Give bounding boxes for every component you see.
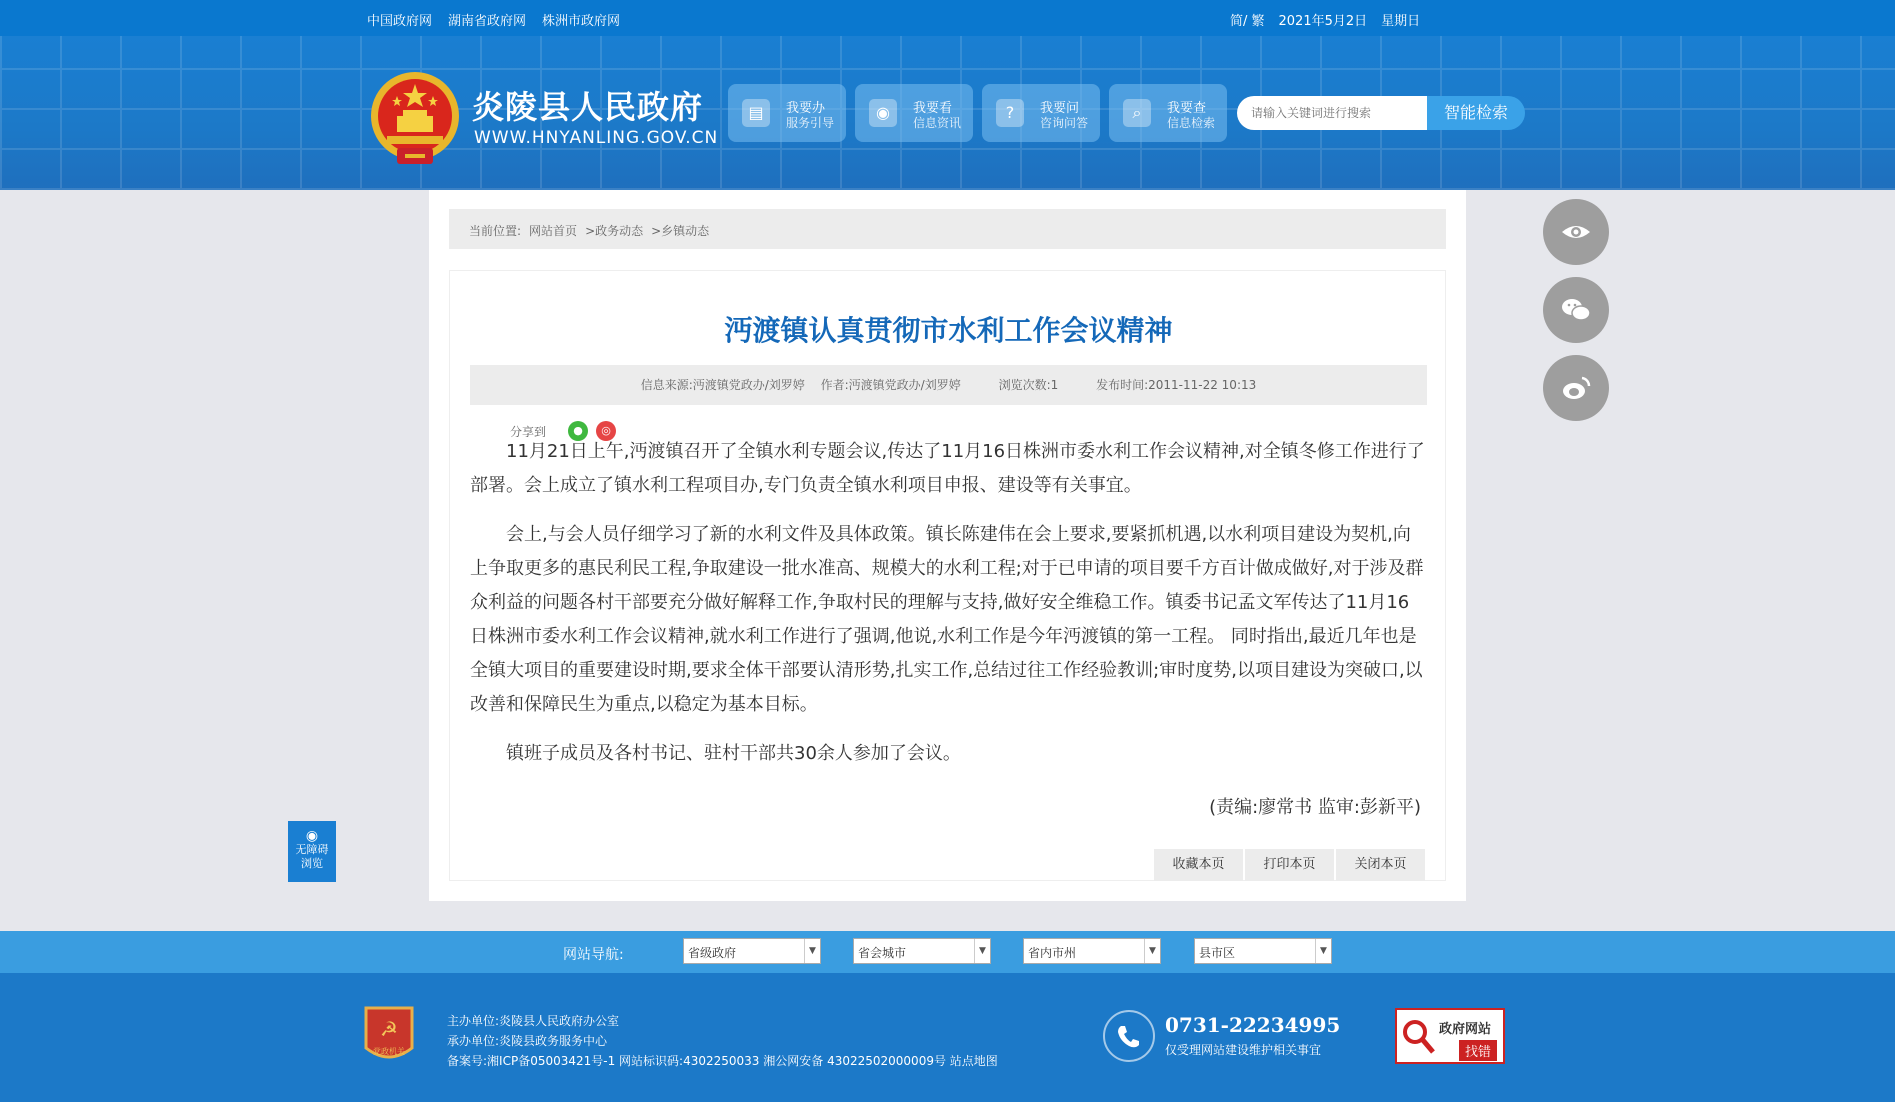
party-label: 党政机关 xyxy=(373,1047,405,1056)
link-zhuzhou-gov[interactable]: 株洲市政府网 xyxy=(542,14,621,29)
chevron-down-icon: ▼ xyxy=(1315,939,1331,963)
button-line2: 服务引导 xyxy=(786,116,835,130)
province-gov-select[interactable] xyxy=(683,938,821,964)
paragraph: 会上,与会人员仔细学习了新的水利文件及具体政策。镇长陈建伟在会上要求,要紧抓机遇,以水利项目建设为契机,向上争取更多的惠民利民工程,争取建设一批水准高、规模大的水利工程;对于已申请的项目要千方百计做成做好,对于涉及群众利益的问题各村干部要充分做好解释工作,争取村民的理解与支持,做好安全维稳工作。镇委书记孟文军传达了11月16日株洲市委水利工作会议精神,就水利工作进行了强调,他说,水利工作是今年沔渡镇的第一工程。 同时指出,最近几年也是全镇大项目的重要建设时期,要求全体干部要认清形势,扎实工作,总结过往工作经验教训;审时度势,以项目建设为突破口,以改善和保障民生为重点,以稳定为基本目标。 xyxy=(470,524,1424,715)
button-line1: 我要看 xyxy=(913,101,953,116)
meta-published: 发布时间:2011-11-22 10:13 xyxy=(1096,378,1257,392)
site-footer xyxy=(0,973,1895,1102)
a11y-line2: 浏览 xyxy=(301,857,323,870)
select-value: 省级政府 xyxy=(688,946,737,960)
magnifier-icon xyxy=(1401,1018,1437,1058)
top-right xyxy=(1230,10,1420,29)
link-hunan-gov[interactable]: 湖南省政府网 xyxy=(448,14,527,29)
consult-qa-button[interactable] xyxy=(982,84,1100,142)
main-content xyxy=(429,190,1466,901)
eye-icon xyxy=(1560,216,1592,248)
breadcrumb-label: 当前位置: xyxy=(469,224,522,238)
gov-site-error-report-button[interactable] xyxy=(1395,1008,1505,1064)
wechat-share-icon[interactable]: ● xyxy=(568,421,588,441)
footer-organizer: 承办单位:炎陵县政务服务中心 xyxy=(447,1034,608,1048)
search-box xyxy=(1237,96,1525,130)
chevron-down-icon: ▼ xyxy=(1144,939,1160,963)
chevron-down-icon: ▼ xyxy=(804,939,820,963)
nav-label: 网站导航: xyxy=(563,947,624,963)
button-line1: 我要问 xyxy=(1040,101,1080,116)
button-line2: 信息检索 xyxy=(1167,116,1216,130)
phone-icon xyxy=(1103,1010,1155,1062)
select-value: 省会城市 xyxy=(858,946,907,960)
bookmark-page-button[interactable]: 收藏本页 xyxy=(1154,849,1243,881)
float-wechat-button[interactable] xyxy=(1543,277,1609,343)
error-line2: 找错 xyxy=(1459,1040,1497,1061)
footer-host: 主办单位:炎陵县人民政府办公室 xyxy=(447,1014,620,1028)
site-url: WWW.HNYANLING.GOV.CN xyxy=(474,128,719,148)
info-search-button[interactable] xyxy=(1109,84,1227,142)
button-line2: 信息资讯 xyxy=(913,116,962,130)
party-gov-logo xyxy=(362,1004,416,1066)
page-actions xyxy=(1154,849,1425,881)
button-line1: 我要查 xyxy=(1167,101,1207,116)
province-city-select[interactable] xyxy=(1023,938,1161,964)
weibo-share-icon[interactable]: ◎ xyxy=(596,421,616,441)
breadcrumb xyxy=(449,209,1446,249)
article-body xyxy=(470,435,1427,786)
editor-credit: (责编:廖常书 监审:彭新平) xyxy=(1209,797,1421,818)
share-label: 分享到 xyxy=(510,424,547,439)
breadcrumb-gov-news[interactable]: >政务动态 xyxy=(585,224,644,238)
eye-icon: ◉ xyxy=(869,99,897,127)
breadcrumb-home[interactable]: 网站首页 xyxy=(529,224,578,238)
a11y-line1: 无障碍 xyxy=(295,843,329,856)
chevron-down-icon: ▼ xyxy=(974,939,990,963)
national-emblem-logo xyxy=(367,70,463,170)
eye-icon: ◉ xyxy=(305,828,319,844)
button-line2: 咨询问答 xyxy=(1040,116,1089,130)
meta-views: 浏览次数:1 xyxy=(998,378,1059,392)
lang-switch[interactable]: 简/ 繁 xyxy=(1230,14,1265,29)
select-value: 县市区 xyxy=(1199,946,1236,960)
paragraph: 11月21日上午,沔渡镇召开了全镇水利专题会议,传达了11月16日株洲市委水利工作会议精神,对全镇冬修工作进行了部署。会上成立了镇水利工程项目办,专门负责全镇水利项目申报、建设等有关事宜。 xyxy=(470,441,1425,496)
smart-search-button[interactable]: 智能检索 xyxy=(1427,96,1525,130)
article xyxy=(449,270,1446,881)
article-title: 沔渡镇认真贯彻市水利工作会议精神 xyxy=(724,314,1173,347)
print-page-button[interactable]: 打印本页 xyxy=(1245,849,1334,881)
float-eye-button[interactable] xyxy=(1543,199,1609,265)
capital-city-select[interactable] xyxy=(853,938,991,964)
date-text: 2021年5月2日 xyxy=(1278,14,1368,29)
svg-text:☭: ☭ xyxy=(380,1017,398,1041)
footer-record: 备案号:湘ICP备05003421号-1 网站标识码:4302250033 湘公网安备 43022502000009号 站点地图 xyxy=(447,1054,998,1068)
wechat-icon xyxy=(1560,294,1592,326)
link-gov-cn[interactable]: 中国政府网 xyxy=(367,14,433,29)
footer-info xyxy=(447,1011,998,1071)
top-bar xyxy=(0,0,1895,36)
search-input[interactable] xyxy=(1237,96,1427,130)
close-page-button[interactable]: 关闭本页 xyxy=(1336,849,1425,881)
footer-phone-desc: 仅受理网站建设维护相关事宜 xyxy=(1165,1043,1322,1057)
document-icon: ▤ xyxy=(742,99,770,127)
party-gov-badge[interactable] xyxy=(362,1004,416,1066)
county-district-select[interactable] xyxy=(1194,938,1332,964)
select-value: 省内市州 xyxy=(1028,946,1077,960)
site-title[interactable]: 炎陵县人民政府 xyxy=(472,88,704,126)
question-icon: ? xyxy=(996,99,1024,127)
top-links xyxy=(367,10,620,29)
site-header xyxy=(0,36,1895,190)
float-weibo-button[interactable] xyxy=(1543,355,1609,421)
weibo-icon xyxy=(1560,372,1592,404)
meta-source: 信息来源:沔渡镇党政办/刘罗婷 xyxy=(640,378,805,392)
meta-author: 作者:沔渡镇党政办/刘罗婷 xyxy=(820,378,961,392)
accessibility-button[interactable] xyxy=(288,821,336,882)
button-line1: 我要办 xyxy=(786,101,826,116)
footer-phone: 0731-22234995 xyxy=(1165,1013,1341,1037)
breadcrumb-town-news[interactable]: >乡镇动态 xyxy=(651,224,710,238)
error-line1: 政府网站 xyxy=(1439,1022,1492,1037)
weekday-text: 星期日 xyxy=(1381,14,1421,29)
paragraph: 镇班子成员及各村书记、驻村干部共30余人参加了会议。 xyxy=(506,743,961,764)
article-meta xyxy=(470,365,1427,405)
info-news-button[interactable] xyxy=(855,84,973,142)
service-guide-button[interactable] xyxy=(728,84,846,142)
search-icon: ⌕ xyxy=(1123,99,1151,127)
site-nav-bar xyxy=(0,931,1895,973)
